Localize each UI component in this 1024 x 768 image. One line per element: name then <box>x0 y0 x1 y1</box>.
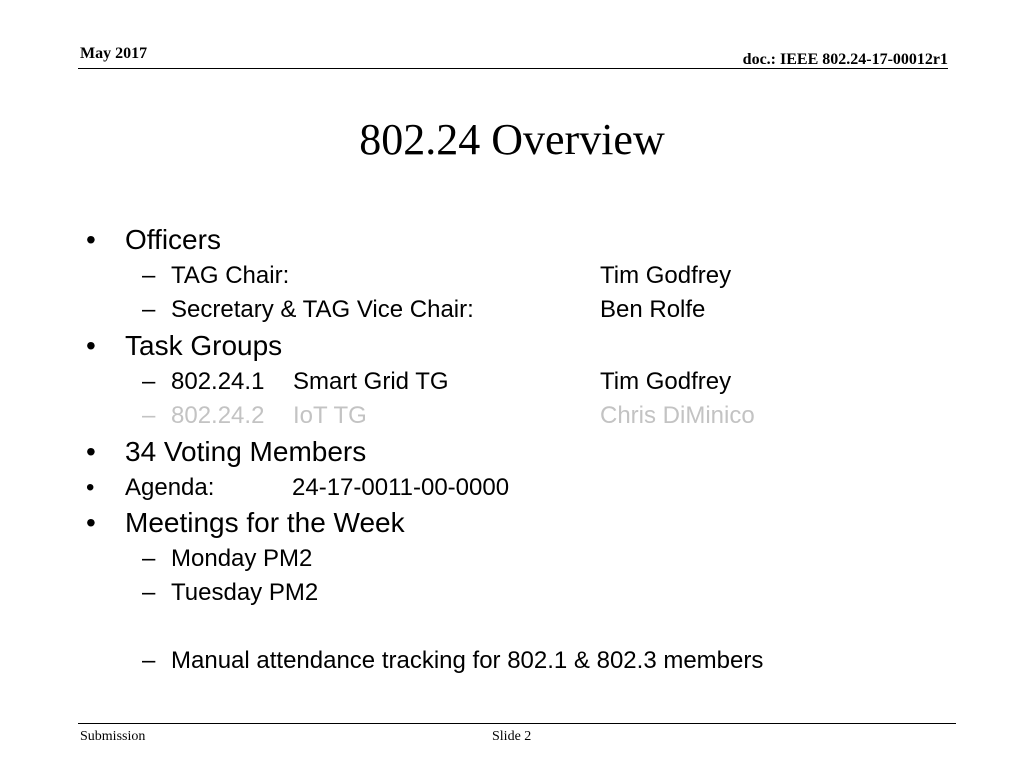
task-group-chair: Chris DiMinico <box>600 402 755 429</box>
meetings-label: Meetings for the Week <box>125 507 405 538</box>
meeting-slot: Monday PM2 <box>171 545 313 572</box>
bullet-icon: • <box>86 330 96 361</box>
agenda-label: Agenda: <box>125 474 215 501</box>
dash-icon: – <box>142 545 156 572</box>
task-group-id: 802.24.1 <box>171 368 265 395</box>
dash-icon: – <box>142 647 156 674</box>
dash-icon: – <box>142 579 156 606</box>
dash-icon: – <box>142 262 156 289</box>
officer-name: Tim Godfrey <box>600 262 732 289</box>
header-doc-id: doc.: IEEE 802.24-17-00012r1 <box>742 51 948 68</box>
voting-members-text: 34 Voting Members <box>125 436 367 467</box>
officer-role: TAG Chair: <box>171 262 290 289</box>
bullet-icon: • <box>86 224 96 255</box>
footer-submission: Submission <box>80 729 146 744</box>
agenda-doc-number: 24-17-0011-00-0000 <box>292 474 510 501</box>
dash-icon: – <box>142 368 156 395</box>
bullet-icon: • <box>86 436 96 467</box>
bullet-icon: • <box>86 474 95 501</box>
task-group-name: Smart Grid TG <box>293 368 449 395</box>
header-date: May 2017 <box>80 45 148 62</box>
dash-icon: – <box>142 296 156 323</box>
meeting-slot: Tuesday PM2 <box>171 579 319 606</box>
officer-name: Ben Rolfe <box>600 296 706 323</box>
slide-title: 802.24 Overview <box>359 115 665 164</box>
officer-role: Secretary & TAG Vice Chair: <box>171 296 474 323</box>
footer-slide-number: Slide 2 <box>492 729 532 744</box>
task-group-id: 802.24.2 <box>171 402 265 429</box>
task-group-name: IoT TG <box>293 402 367 429</box>
task-group-chair: Tim Godfrey <box>600 368 732 395</box>
task-groups-label: Task Groups <box>125 330 283 361</box>
attendance-note: Manual attendance tracking for 802.1 & 802.3 members <box>171 647 764 674</box>
dash-icon: – <box>142 402 156 429</box>
footer-divider <box>78 723 956 724</box>
bullet-icon: • <box>86 507 96 538</box>
officers-label: Officers <box>125 224 221 255</box>
